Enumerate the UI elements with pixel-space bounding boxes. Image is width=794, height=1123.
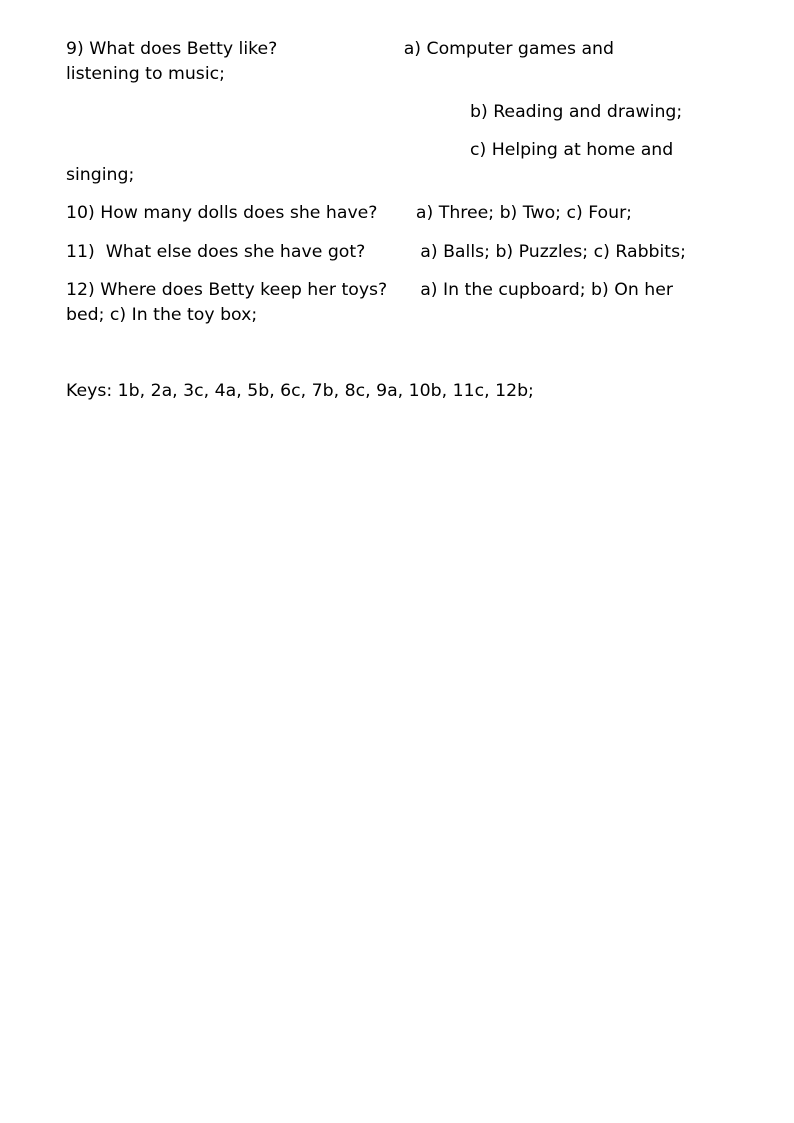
question-10-line: 10) How many dolls does she have? a) Three; b) Two; c) Four; <box>66 203 633 223</box>
question-9-option-c-continuation: singing; <box>66 165 135 185</box>
question-9-line-1: 9) What does Betty like? a) Computer games and <box>66 39 614 59</box>
question-11-line: 11) What else does she have got? a) Balls; b) Puzzles; c) Rabbits; <box>66 242 686 262</box>
question-12-line-1: 12) Where does Betty keep her toys? a) In the cupboard; b) On her <box>66 280 673 300</box>
question-9-line-2: listening to music; <box>66 64 225 84</box>
question-9-option-b: b) Reading and drawing; <box>470 102 683 122</box>
question-12-line-2: bed; c) In the toy box; <box>66 305 258 325</box>
question-9-option-c: c) Helping at home and <box>470 140 674 160</box>
answer-keys: Keys: 1b, 2a, 3c, 4a, 5b, 6c, 7b, 8c, 9a, 10b, 11c, 12b; <box>66 381 534 401</box>
